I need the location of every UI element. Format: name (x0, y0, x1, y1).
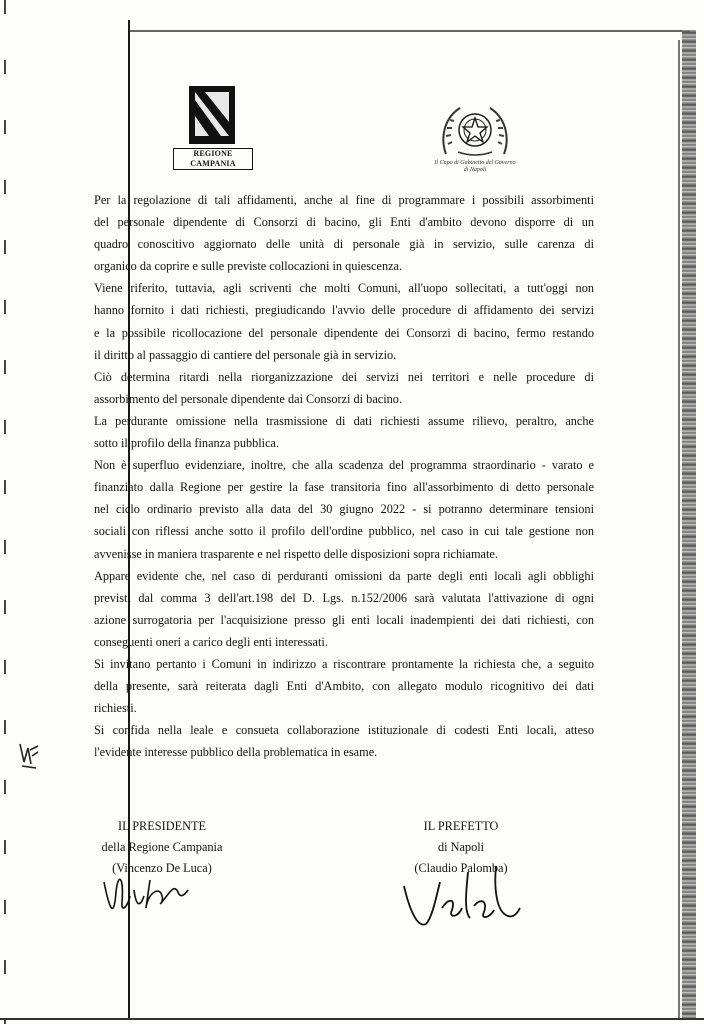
scan-bottom-edge (0, 1018, 704, 1020)
text-line: Non è superfluo evidenziare, inoltre, che alla scadenza del programma straordinario - varato e (94, 458, 594, 473)
text-line: Appare evidente che, nel caso di perduranti omissioni da parte degli enti locali agli obblighi (94, 568, 594, 583)
paragraph (94, 719, 594, 763)
text-line: Viene riferito, tuttavia, agli scriventi che molti Comuni, all'uopo sollecitati, a tutt'oggi non (94, 281, 594, 296)
text-line: richiesti. (94, 701, 137, 716)
signature-right-name: (Claudio Palomba) (414, 861, 508, 875)
scan-top-edge (130, 30, 690, 32)
text-line: sociali con riflessi anche sotto il profilo dell'ordine pubblico, nel caso in cui tale gestione non (94, 524, 594, 539)
text-line: Ciò determina ritardi nella riorganizzazione dei servizi nei territori e nelle procedure di (94, 369, 594, 384)
text-line: Si confida nella leale e consueta collaborazione istituzionale di codesti Enti locali, atteso (94, 723, 594, 738)
text-line: della presente, sarà reiterata dagli Enti d'Ambito, con allegato modulo ricognitivo dei dati (94, 679, 594, 694)
paragraph (94, 410, 594, 454)
text-line: Per la regolazione di tali affidamenti, anche al fine di programmare i possibili assorbimenti (94, 193, 594, 207)
repubblica-emblem (430, 98, 520, 178)
margin-initials-mark (16, 740, 42, 770)
signature-left-name: (Vincenzo De Luca) (112, 861, 212, 875)
text-line: assorbimento del personale dipendente dai Consorzi di bacino. (94, 391, 403, 406)
scan-right-edge-line (678, 40, 680, 1020)
signature-left-entity: della Regione Campania (101, 840, 223, 854)
text-line: organico da coprire e sulle previste collocazioni in quiescenza. (94, 259, 403, 274)
text-line: l'evidente interesse pubblico della problematica in esame. (94, 745, 378, 760)
text-line: e la possibile ricollocazione del personale dipendente dei Consorzi di bacino, fermo restando (94, 325, 594, 340)
signature-right-scribble (396, 852, 526, 932)
text-line: Si invitano pertanto i Comuni in indirizzo a riscontrare prontamente la richiesta che, a seguito (94, 656, 594, 671)
campania-emblem-icon (195, 92, 229, 136)
paragraph (94, 189, 594, 277)
text-line: del personale dipendente di Consorzi di bacino, gli Enti d'ambito devono disporre di un (94, 215, 594, 230)
text-line: avvenisse in maniera trasparente e nel rispetto delle disposizioni sopra richiamate. (94, 546, 498, 561)
signature-right-title: IL PREFETTO (423, 819, 499, 833)
text-line: nel ciclo ordinario previsto alla data del 30 giugno 2022 - si potranno determinare tensioni (94, 502, 594, 517)
regione-campania-label: REGIONE CAMPANIA (173, 148, 253, 170)
signature-right-entity: di Napoli (437, 840, 485, 854)
paragraph (94, 366, 594, 410)
letter-body (94, 189, 594, 763)
signature-left-scribble (100, 862, 210, 922)
italian-republic-star-icon (430, 98, 520, 160)
text-line: il diritto al passaggio di cantiere del personale già in servizio. (94, 347, 397, 362)
text-line: hanno fornito i dati richiesti, pregiudicando l'avvio delle procedure di affidamento dei servizi (94, 303, 594, 318)
text-line: finanziato dalla Regione per gestire la fase transitoria fino all'assorbimento di detto personale (94, 480, 594, 495)
text-line: La perdurante omissione nella trasmissione di dati richiesti assume rilievo, peraltro, anche (94, 413, 594, 428)
text-line: previsti dal comma 3 dell'art.198 del D. Lgs. n.152/2006 sarà valutata l'attivazione di ogni (94, 590, 594, 605)
emblem-caption-line: Il Capo di Gabinetto del Governo (434, 160, 516, 166)
paragraph (94, 277, 594, 365)
emblem-caption-line: di Napoli (463, 167, 487, 173)
scan-right-edge (682, 30, 696, 1020)
paragraph (94, 653, 594, 719)
text-line: sotto il profilo della finanza pubblica. (94, 436, 280, 451)
text-line: azione surrogatoria per l'acquisizione presso gli enti locali inadempienti dei dati richiesti, con (94, 612, 594, 627)
paragraph (94, 454, 594, 564)
paragraph (94, 565, 594, 653)
text-line: conseguenti oneri a carico degli enti interessati. (94, 634, 328, 649)
scan-edge-marks (4, 0, 6, 1024)
regione-campania-logo (173, 86, 251, 166)
repubblica-emblem-caption (430, 160, 520, 174)
signature-left-title: IL PRESIDENTE (117, 819, 206, 833)
text-line: quadro conoscitivo aggiornato delle unità di personale già in servizio, sulle carenza di (94, 237, 594, 252)
